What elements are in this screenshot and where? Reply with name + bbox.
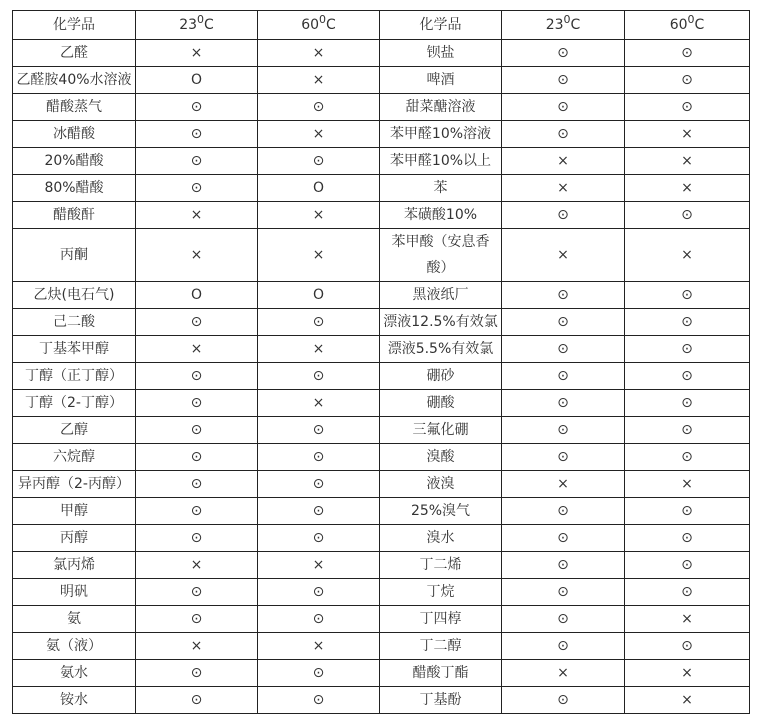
chemical-name: 三氟化硼 xyxy=(380,417,502,444)
rating-60c: × xyxy=(625,471,750,498)
rating-60c: ⊙ xyxy=(258,687,380,714)
table-row xyxy=(13,579,750,606)
rating-23c: ⊙ xyxy=(136,606,258,633)
rating-60c: ⊙ xyxy=(625,552,750,579)
rating-23c: × xyxy=(136,40,258,67)
rating-23c: × xyxy=(136,229,258,282)
chemical-name: 啤酒 xyxy=(380,67,502,94)
rating-60c: × xyxy=(625,606,750,633)
rating-23c: ⊙ xyxy=(136,471,258,498)
rating-23c: ⊙ xyxy=(502,579,625,606)
rating-60c: × xyxy=(258,390,380,417)
header-60c-left xyxy=(258,11,380,40)
rating-60c: ⊙ xyxy=(258,309,380,336)
table-header-row xyxy=(13,11,750,40)
chemical-name: 丁醇（正丁醇） xyxy=(13,363,136,390)
table-row xyxy=(13,94,750,121)
rating-23c: ⊙ xyxy=(502,202,625,229)
rating-23c: ⊙ xyxy=(502,390,625,417)
chemical-name: 乙醛 xyxy=(13,40,136,67)
degree-mark: 0 xyxy=(687,13,695,26)
rating-60c: ⊙ xyxy=(258,660,380,687)
chemical-name: 丁基酚 xyxy=(380,687,502,714)
temp-unit: C xyxy=(694,17,705,33)
rating-60c: ⊙ xyxy=(258,444,380,471)
rating-23c: ⊙ xyxy=(502,309,625,336)
chemical-name: 醋酸酐 xyxy=(13,202,136,229)
rating-60c: ⊙ xyxy=(258,94,380,121)
rating-23c: ⊙ xyxy=(136,417,258,444)
rating-60c: ⊙ xyxy=(625,417,750,444)
chemical-name: 硼酸 xyxy=(380,390,502,417)
rating-60c: ⊙ xyxy=(625,390,750,417)
chemical-name: 氯丙烯 xyxy=(13,552,136,579)
chemical-name: 己二酸 xyxy=(13,309,136,336)
rating-60c: ⊙ xyxy=(258,525,380,552)
header-chemical-right: 化学品 xyxy=(380,11,502,40)
rating-60c: × xyxy=(258,336,380,363)
chemical-name: 氨 xyxy=(13,606,136,633)
rating-60c: ⊙ xyxy=(625,67,750,94)
rating-60c: O xyxy=(258,282,380,309)
rating-23c: ⊙ xyxy=(502,498,625,525)
table-row xyxy=(13,471,750,498)
rating-60c: ⊙ xyxy=(258,498,380,525)
rating-23c: ⊙ xyxy=(502,67,625,94)
temp-value: 60 xyxy=(301,17,320,33)
header-60c-right xyxy=(625,11,750,40)
rating-60c: ⊙ xyxy=(625,309,750,336)
chemical-name: 漂液5.5%有效氯 xyxy=(380,336,502,363)
rating-60c: ⊙ xyxy=(258,148,380,175)
rating-23c: O xyxy=(136,282,258,309)
temp-value: 23 xyxy=(179,17,198,33)
table-row xyxy=(13,417,750,444)
chemical-name: 铵水 xyxy=(13,687,136,714)
table-row xyxy=(13,498,750,525)
chemical-name: 异丙醇（2-丙醇） xyxy=(13,471,136,498)
chemical-name: 丙酮 xyxy=(13,229,136,282)
header-23c-left xyxy=(136,11,258,40)
table-row xyxy=(13,525,750,552)
chemical-name: 醋酸蒸气 xyxy=(13,94,136,121)
rating-60c: × xyxy=(258,552,380,579)
chemical-name: 醋酸丁酯 xyxy=(380,660,502,687)
degree-mark: 0 xyxy=(319,13,327,26)
rating-23c: ⊙ xyxy=(502,40,625,67)
rating-23c: ⊙ xyxy=(136,687,258,714)
rating-60c: × xyxy=(258,67,380,94)
chemical-name: 20%醋酸 xyxy=(13,148,136,175)
header-23c-right xyxy=(502,11,625,40)
degree-mark: 0 xyxy=(563,13,571,26)
table-row xyxy=(13,40,750,67)
chemical-name: 丁基苯甲醇 xyxy=(13,336,136,363)
chemical-resistance-table xyxy=(12,10,750,714)
rating-60c: × xyxy=(258,229,380,282)
rating-23c: × xyxy=(502,148,625,175)
rating-60c: ⊙ xyxy=(258,417,380,444)
rating-60c: ⊙ xyxy=(258,471,380,498)
rating-60c: ⊙ xyxy=(625,336,750,363)
temp-value: 23 xyxy=(545,17,564,33)
table-row xyxy=(13,309,750,336)
table-row xyxy=(13,202,750,229)
rating-60c: × xyxy=(258,202,380,229)
rating-23c: × xyxy=(136,633,258,660)
chemical-name: 明矾 xyxy=(13,579,136,606)
rating-23c: ⊙ xyxy=(136,660,258,687)
temp-value: 60 xyxy=(669,17,688,33)
table-row xyxy=(13,229,750,282)
chemical-name: 甲醇 xyxy=(13,498,136,525)
rating-60c: × xyxy=(625,148,750,175)
rating-23c: ⊙ xyxy=(502,121,625,148)
rating-60c: × xyxy=(625,175,750,202)
chemical-name: 苯甲酸（安息香酸） xyxy=(380,229,502,282)
chemical-name: 乙醛胺40%水溶液 xyxy=(13,67,136,94)
chemical-name: 丙醇 xyxy=(13,525,136,552)
table-row xyxy=(13,633,750,660)
chemical-name: 丁四椁 xyxy=(380,606,502,633)
chemical-name: 硼砂 xyxy=(380,363,502,390)
rating-60c: ⊙ xyxy=(625,40,750,67)
rating-23c: ⊙ xyxy=(136,94,258,121)
rating-60c: × xyxy=(625,121,750,148)
temp-unit: C xyxy=(326,17,336,33)
rating-23c: O xyxy=(136,67,258,94)
rating-60c: ⊙ xyxy=(625,444,750,471)
rating-23c: ⊙ xyxy=(502,633,625,660)
chemical-name: 溴酸 xyxy=(380,444,502,471)
table-row xyxy=(13,687,750,714)
chemical-name: 苯 xyxy=(380,175,502,202)
rating-60c: ⊙ xyxy=(625,579,750,606)
temp-unit: C xyxy=(570,17,581,33)
table-row xyxy=(13,606,750,633)
rating-23c: ⊙ xyxy=(502,525,625,552)
chemical-name: 丁二醇 xyxy=(380,633,502,660)
table-row xyxy=(13,121,750,148)
chemical-name: 80%醋酸 xyxy=(13,175,136,202)
rating-23c: ⊙ xyxy=(136,309,258,336)
chemical-name: 苯磺酸10% xyxy=(380,202,502,229)
rating-23c: × xyxy=(136,202,258,229)
table-row xyxy=(13,282,750,309)
rating-23c: × xyxy=(136,552,258,579)
rating-23c: ⊙ xyxy=(136,121,258,148)
table-row xyxy=(13,336,750,363)
rating-60c: ⊙ xyxy=(625,282,750,309)
chemical-name: 甜菜醣溶液 xyxy=(380,94,502,121)
chemical-name: 溴水 xyxy=(380,525,502,552)
chemical-name: 苯甲醛10%以上 xyxy=(380,148,502,175)
rating-60c: ⊙ xyxy=(625,202,750,229)
table-row xyxy=(13,148,750,175)
rating-23c: ⊙ xyxy=(136,363,258,390)
rating-23c: ⊙ xyxy=(136,498,258,525)
rating-23c: ⊙ xyxy=(136,175,258,202)
rating-60c: × xyxy=(258,121,380,148)
rating-60c: ⊙ xyxy=(258,579,380,606)
rating-23c: ⊙ xyxy=(502,687,625,714)
table-row xyxy=(13,67,750,94)
table-row xyxy=(13,390,750,417)
rating-60c: ⊙ xyxy=(625,498,750,525)
chemical-name: 钡盐 xyxy=(380,40,502,67)
table-row xyxy=(13,175,750,202)
rating-23c: ⊙ xyxy=(502,444,625,471)
temp-unit: C xyxy=(204,17,214,33)
degree-mark: 0 xyxy=(197,13,205,26)
rating-23c: × xyxy=(502,471,625,498)
rating-60c: ⊙ xyxy=(258,363,380,390)
chemical-name: 乙炔(电石气) xyxy=(13,282,136,309)
rating-23c: ⊙ xyxy=(502,417,625,444)
rating-60c: ⊙ xyxy=(258,606,380,633)
rating-23c: ⊙ xyxy=(502,606,625,633)
rating-23c: ⊙ xyxy=(502,282,625,309)
chemical-name: 氨水 xyxy=(13,660,136,687)
rating-60c: × xyxy=(258,40,380,67)
rating-60c: ⊙ xyxy=(625,363,750,390)
chemical-name: 乙醇 xyxy=(13,417,136,444)
rating-60c: ⊙ xyxy=(625,525,750,552)
table-row xyxy=(13,552,750,579)
chemical-name: 丁烷 xyxy=(380,579,502,606)
chemical-name: 苯甲醛10%溶液 xyxy=(380,121,502,148)
rating-23c: × xyxy=(502,660,625,687)
rating-23c: × xyxy=(502,229,625,282)
chemical-name: 25%溴气 xyxy=(380,498,502,525)
rating-23c: ⊙ xyxy=(502,94,625,121)
rating-23c: ⊙ xyxy=(136,579,258,606)
rating-23c: ⊙ xyxy=(136,444,258,471)
table-row xyxy=(13,444,750,471)
rating-23c: × xyxy=(136,336,258,363)
chemical-name: 丁二烯 xyxy=(380,552,502,579)
rating-23c: ⊙ xyxy=(136,148,258,175)
rating-60c: ⊙ xyxy=(625,94,750,121)
rating-23c: ⊙ xyxy=(502,336,625,363)
header-chemical-left: 化学品 xyxy=(13,11,136,40)
rating-60c: × xyxy=(258,633,380,660)
rating-60c: ⊙ xyxy=(625,633,750,660)
rating-23c: ⊙ xyxy=(136,390,258,417)
chemical-name: 六烷醇 xyxy=(13,444,136,471)
chemical-name: 氨（液） xyxy=(13,633,136,660)
chemical-name: 丁醇（2-丁醇） xyxy=(13,390,136,417)
rating-60c: × xyxy=(625,660,750,687)
rating-23c: ⊙ xyxy=(502,552,625,579)
rating-60c: × xyxy=(625,687,750,714)
rating-60c: O xyxy=(258,175,380,202)
chemical-name: 黑液纸厂 xyxy=(380,282,502,309)
rating-23c: ⊙ xyxy=(502,363,625,390)
table-row xyxy=(13,363,750,390)
table-row xyxy=(13,660,750,687)
chemical-name: 液溴 xyxy=(380,471,502,498)
rating-23c: ⊙ xyxy=(136,525,258,552)
rating-60c: × xyxy=(625,229,750,282)
chemical-name: 冰醋酸 xyxy=(13,121,136,148)
rating-23c: × xyxy=(502,175,625,202)
chemical-name: 漂液12.5%有效氯 xyxy=(380,309,502,336)
